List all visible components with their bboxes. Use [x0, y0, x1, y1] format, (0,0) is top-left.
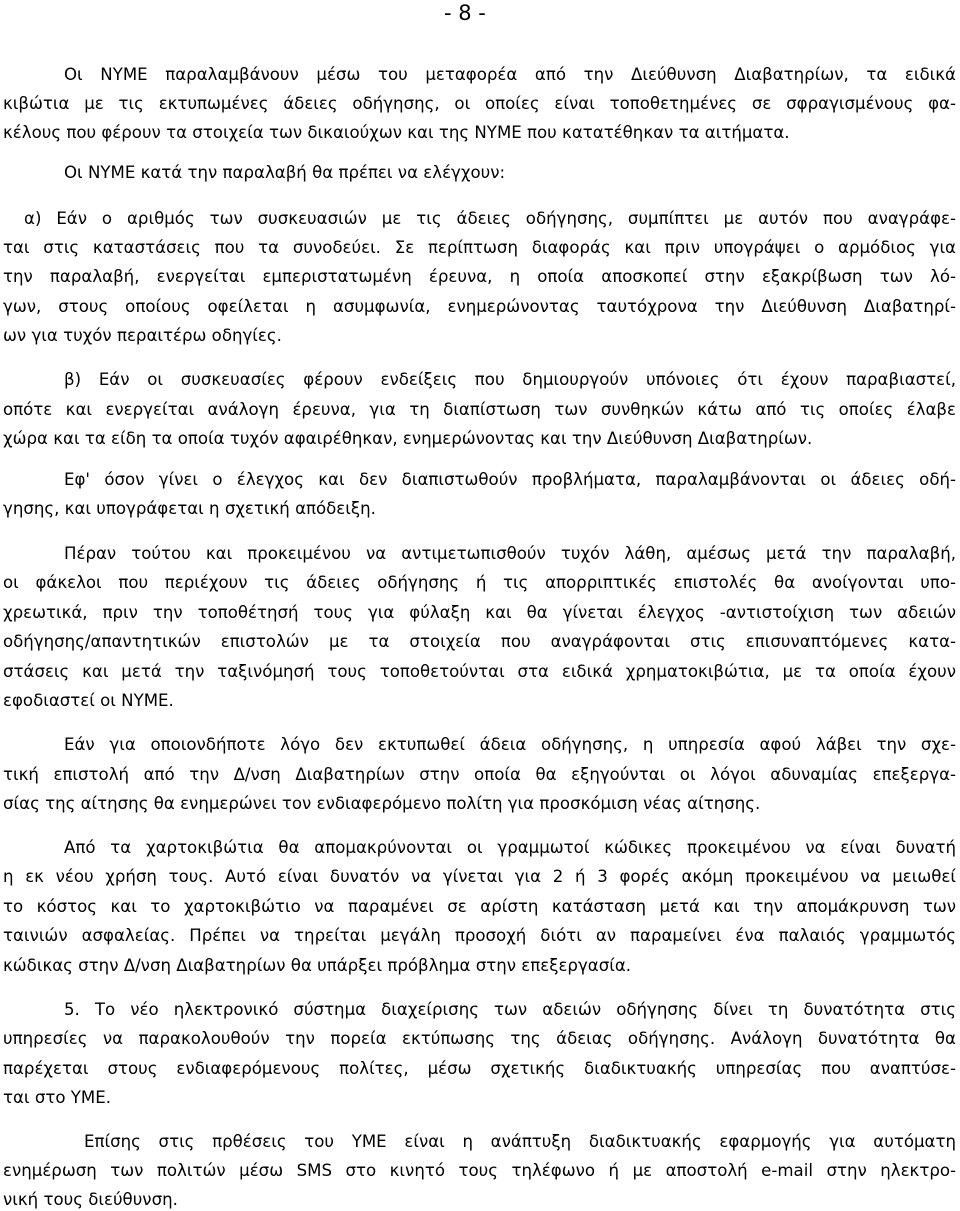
text-line: ται στο ΥΜΕ. — [3, 1088, 111, 1107]
text-line: χρεωτικά, πριν την τοποθέτησή τους για φύλαξη και θα γίνεται έλεγχος -αντιστοίχιση των αδειών — [3, 603, 956, 622]
text-line: ταινιών ασφαλείας. Πρέπει να τηρείται μεγάλη προσοχή διότι αν παραμείνει ένα παλαιός γραμμωτός — [3, 926, 956, 945]
text-line: Πέραν τούτου και προκειμένου να αντιμετωπισθούν τυχόν λάθη, αμέσως μετά την παραλαβή, — [64, 544, 956, 563]
text-line: ενημέρωση των πολιτών μέσω SMS στο κινητό τους τηλέφωνο ή με αποστολή e-mail στην ηλεκτρο- — [3, 1161, 956, 1180]
text-line: α) Εάν ο αριθμός των συσκευασιών με τις άδειες οδήγησης, συμπίπτει με αυτόν που αναγράφε- — [24, 209, 956, 228]
text-line: Εφ' όσον γίνει ο έλεγχος και δεν διαπιστωθούν προβλήματα, παραλαμβάνονται οι άδειες οδή- — [64, 470, 956, 489]
text-line: σίας της αίτησης θα ενημερώνει τον ενδιαφερόμενο πολίτη για προσκόμιση νέας αίτησης. — [3, 794, 761, 813]
text-line: ων για τυχόν περαιτέρω οδηγίες. — [3, 326, 282, 345]
text-line: νική τους διεύθυνση. — [3, 1190, 178, 1209]
text-line: στάσεις και μετά την ταξινόμησή τους τοποθετούνται στα ειδικά χρηματοκιβώτια, με τα οποία έχουν — [3, 662, 956, 681]
text-line: Από τα χαρτοκιβώτια θα απομακρύνονται οι γραμμωτοί κώδικες προκειμένου να είναι δυνατή — [64, 838, 956, 857]
text-line: Οι ΝΥΜΕ παραλαμβάνουν μέσω του μεταφορέα από την Διεύθυνση Διαβατηρίων, τα ειδικά — [64, 65, 956, 84]
text-line: οπότε και ενεργείται ανάλογη έρευνα, για τη διαπίστωση των συνθηκών κάτω από τις οποίες έλαβε — [3, 400, 956, 419]
text-line: παρέχεται στους ενδιαφερόμενους πολίτες, μέσω σχετικής διαδικτυακής υπηρεσίας που αναπτύσε- — [3, 1059, 956, 1078]
text-line: τική επιστολή από την Δ/νση Διαβατηρίων στην οποία θα εξηγούνται οι λόγοι αδυναμίας επεξεργα- — [3, 765, 956, 784]
text-line: 5. Το νέο ηλεκτρονικό σύστημα διαχείρισης των αδειών οδήγησης δίνει τη δυνατότητα στις — [64, 1000, 956, 1019]
text-line: Εάν για οποιονδήποτε λόγο δεν εκτυπωθεί άδεια οδήγησης, η υπηρεσία αφού λάβει την σχε- — [64, 735, 956, 754]
text-line: οι φάκελοι που περιέχουν τις άδειες οδήγησης ή τις απορριπτικές επιστολές θα ανοίγονται υπο- — [3, 573, 956, 592]
text-line: οδήγησης/απαντητικών επιστολών με τα στοιχεία που αναγράφονται στις επισυναπτόμενες κατα- — [3, 632, 956, 651]
text-line: υπηρεσίες να παρακολουθούν την πορεία εκτύπωσης της άδειας οδήγησης. Ανάλογη δυνατότητα θα — [3, 1029, 956, 1048]
page-number: - 8 - — [444, 1, 486, 25]
text-line: κώδικας στην Δ/νση Διαβατηρίων θα υπάρξει πρόβλημα στην επεξεργασία. — [3, 956, 632, 975]
text-line: κιβώτια με τις εκτυπωμένες άδειες οδήγησης, οι οποίες είναι τοποθετημένες σε σφραγισμένους φα- — [3, 94, 956, 113]
text-line: Οι ΝΥΜΕ κατά την παραλαβή θα πρέπει να ελέγχουν: — [64, 163, 506, 182]
text-line: Επίσης στις πρθέσεις του ΥΜΕ είναι η ανάπτυξη διαδικτυακής εφαρμογής για αυτόματη — [84, 1132, 956, 1151]
text-line: γων, στους οποίους οφείλεται η ασυμφωνία, ενημερώνοντας ταυτόχρονα την Διεύθυνση Διαβατηρί- — [3, 297, 956, 316]
text-line: το κόστος και το χαρτοκιβώτιο να παραμένει σε αρίστη κατάσταση μετά και την απομάκρυνση των — [3, 897, 956, 916]
text-line: β) Εάν οι συσκευασίες φέρουν ενδείξεις που δημιουργούν υπόνοιες ότι έχουν παραβιαστεί, — [64, 370, 956, 389]
text-line: γησης, και υπογράφεται η σχετική απόδειξη. — [3, 499, 376, 518]
text-line: κέλους που φέρουν τα στοιχεία των δικαιούχων και της ΝΥΜΕ που κατατέθηκαν τα αιτήματα. — [3, 123, 790, 142]
text-line: χώρα και τα είδη τα οποία τυχόν αφαιρέθηκαν, ενημερώνοντας και την Διεύθυνση Διαβατηρίων. — [3, 429, 813, 448]
text-line: η εκ νέου χρήση τους. Αυτό είναι δυνατόν να γίνεται για 2 ή 3 φορές ακόμη προκειμένου να μειωθεί — [3, 867, 956, 886]
text-line: ται στις καταστάσεις που τα συνοδεύει. Σε περίπτωση διαφοράς και πριν υπογράψει ο αρμόδιος για — [3, 238, 956, 257]
text-line: την παραλαβή, ενεργείται εμπεριστατωμένη έρευνα, η οποία αποσκοπεί στην εξακρίβωση των λό- — [3, 267, 956, 286]
text-line: εφοδιαστεί οι ΝΥΜΕ. — [3, 691, 174, 710]
